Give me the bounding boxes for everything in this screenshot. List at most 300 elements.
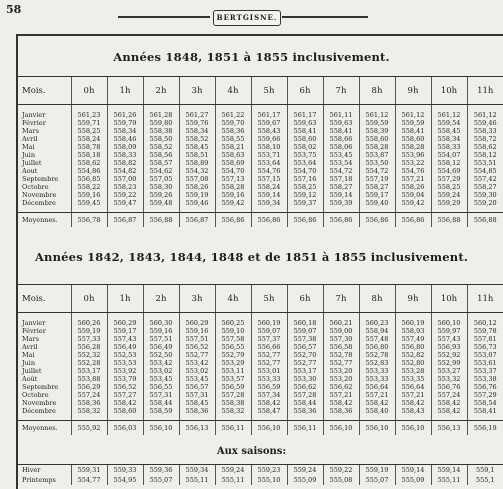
pressure-value: 553,32 [437, 374, 461, 383]
pressure-value: 553,57 [221, 374, 245, 383]
pressure-value: 559,14 [257, 190, 281, 199]
pressure-value: 558,41 [329, 126, 353, 135]
pressure-value: 559,42 [401, 198, 425, 207]
pressure-value: 558,10 [257, 142, 281, 151]
pressure-value: 552,77 [185, 350, 209, 359]
hour-header: 3h [179, 285, 215, 313]
pressure-value: 558,89 [185, 158, 209, 167]
pressure-value: 557,49 [401, 334, 425, 343]
data-column [215, 105, 251, 213]
pressure-value: 558,42 [401, 398, 425, 407]
header-ornament-right [282, 16, 368, 18]
pressure-value: 558,94 [365, 326, 389, 335]
pressure-value: 558,32 [77, 406, 101, 415]
pressure-value: 556,57 [293, 342, 317, 351]
season-value: 559,24 [287, 465, 323, 475]
data-column [143, 105, 179, 213]
hour-header: 11h [467, 77, 503, 105]
pressure-value: 558,09 [113, 142, 137, 151]
pressure-value: 554,85 [473, 166, 497, 175]
pressure-value: 559,16 [221, 190, 245, 199]
pressure-value: 552,77 [293, 358, 317, 367]
pressure-value: 553,45 [185, 374, 209, 383]
pressure-value: 557,29 [437, 174, 461, 183]
pressure-value: 559,24 [437, 190, 461, 199]
pressure-value: 556,80 [365, 342, 389, 351]
pressure-value: 558,43 [401, 406, 425, 415]
pressure-value: 556,62 [293, 382, 317, 391]
pressure-value: 553,42 [185, 358, 209, 367]
pressure-value: 553,01 [257, 366, 281, 375]
pressure-value: 552,77 [257, 350, 281, 359]
pressure-value: 558,40 [365, 406, 389, 415]
data-column [323, 105, 359, 213]
pressure-value: 553,33 [257, 374, 281, 383]
data-column [287, 105, 323, 213]
season-value: 555,11 [215, 475, 251, 485]
pressure-value: 559,63 [293, 118, 317, 127]
season-value: 559,34 [179, 465, 215, 475]
pressure-value: 556,93 [437, 342, 461, 351]
pressure-value: 553,35 [401, 374, 425, 383]
month-label: Mars [22, 126, 39, 135]
month-column-header: Mois. [18, 285, 71, 313]
pressure-value: 554,62 [149, 166, 173, 175]
pressure-value: 559,45 [77, 198, 101, 207]
season-value: 559,14 [395, 465, 431, 475]
pressure-value: 559,07 [257, 326, 281, 335]
pressure-value: 560,30 [149, 318, 173, 327]
hour-header: 1h [107, 285, 143, 313]
data-column [179, 313, 215, 421]
pressure-value: 554,72 [329, 166, 353, 175]
pressure-value: 558,47 [257, 406, 281, 415]
pressure-value: 561,11 [329, 110, 353, 119]
data-column [395, 313, 431, 421]
pressure-value: 557,28 [221, 390, 245, 399]
pressure-value: 556,85 [77, 174, 101, 183]
pressure-value: 558,33 [113, 150, 137, 159]
pressure-value: 559,12 [293, 190, 317, 199]
pressure-value: 560,29 [113, 318, 137, 327]
pressure-value: 559,16 [149, 326, 173, 335]
pressure-value: 558,42 [437, 398, 461, 407]
hour-header: 2h [143, 77, 179, 105]
data-column [431, 105, 467, 213]
running-header [118, 10, 368, 24]
pressure-value: 559,40 [365, 198, 389, 207]
pressure-value: 553,17 [293, 366, 317, 375]
pressure-value: 559,66 [257, 134, 281, 143]
pressure-value: 558,21 [221, 142, 245, 151]
pressure-value: 557,51 [185, 334, 209, 343]
average-value: 556,88 [143, 213, 179, 227]
pressure-value: 553,88 [77, 374, 101, 383]
pressure-value: 558,60 [293, 134, 317, 143]
pressure-value: 556,62 [329, 382, 353, 391]
pressure-value: 559,97 [437, 326, 461, 335]
pressure-value: 558,02 [293, 142, 317, 151]
pressure-value: 558,60 [401, 134, 425, 143]
hour-header: 8h [359, 77, 395, 105]
season-value: 559,36 [143, 465, 179, 475]
pressure-value: 559,29 [437, 198, 461, 207]
pressure-value: 557,31 [149, 390, 173, 399]
pressure-value: 558,63 [221, 150, 245, 159]
pressure-value: 553,33 [365, 366, 389, 375]
pressure-value: 557,08 [185, 174, 209, 183]
pressure-value: 558,51 [185, 150, 209, 159]
pressure-value: 559,30 [473, 190, 497, 199]
averages-label: Moyennes. [18, 213, 71, 227]
average-value: 556,13 [179, 421, 215, 435]
month-label: Octobre [22, 390, 49, 399]
average-value: 556,87 [179, 213, 215, 227]
pressure-value: 558,34 [113, 126, 137, 135]
season-value: 559,31 [71, 465, 107, 475]
pressure-value: 558,36 [329, 406, 353, 415]
pressure-value: 560,10 [437, 318, 461, 327]
pressure-value: 557,13 [221, 174, 245, 183]
pressure-value: 558,45 [437, 126, 461, 135]
pressure-value: 561,12 [437, 110, 461, 119]
data-column [143, 313, 179, 421]
pressure-value: 557,05 [149, 174, 173, 183]
data-column [107, 105, 143, 213]
pressure-value: 558,24 [77, 134, 101, 143]
pressure-value: 552,53 [113, 350, 137, 359]
pressure-value: 553,45 [149, 374, 173, 383]
season-label: Hiver [18, 465, 71, 475]
season-value: 559,19 [359, 465, 395, 475]
pressure-value: 558,43 [257, 126, 281, 135]
section2-header-row [18, 285, 503, 313]
pressure-value: 556,64 [365, 382, 389, 391]
pressure-value: 554,82 [113, 166, 137, 175]
hour-header: 10h [431, 285, 467, 313]
pressure-value: 558,32 [221, 406, 245, 415]
pressure-value: 558,59 [149, 406, 173, 415]
data-column [251, 313, 287, 421]
pressure-value: 553,71 [257, 150, 281, 159]
data-column [179, 105, 215, 213]
hour-header: 0h [71, 77, 107, 105]
average-value: 556,87 [107, 213, 143, 227]
pressure-value: 554,70 [221, 166, 245, 175]
pressure-value: 559,17 [365, 190, 389, 199]
pressure-value: 553,50 [365, 158, 389, 167]
pressure-value: 558,30 [149, 182, 173, 191]
pressure-value: 554,72 [365, 166, 389, 175]
pressure-value: 553,28 [401, 366, 425, 375]
pressure-value: 559,17 [113, 326, 137, 335]
section1-header-row [18, 77, 503, 105]
pressure-value: 557,19 [365, 174, 389, 183]
pressure-value: 558,36 [293, 406, 317, 415]
average-value: 556,86 [323, 213, 359, 227]
pressure-value: 559,46 [473, 118, 497, 127]
pressure-value: 552,50 [149, 350, 173, 359]
pressure-value: 553,29 [221, 358, 245, 367]
season-value: 554,95 [107, 475, 143, 485]
season-value: 559,1 [467, 465, 503, 475]
pressure-value: 560,26 [77, 318, 101, 327]
pressure-value: 557,43 [113, 334, 137, 343]
data-column [71, 105, 107, 213]
pressure-value: 558,62 [77, 158, 101, 167]
pressure-value: 559,16 [185, 326, 209, 335]
average-value: 556,86 [395, 213, 431, 227]
season-value: 554,77 [71, 475, 107, 485]
pressure-value: 556,55 [149, 382, 173, 391]
month-label: Février [22, 118, 46, 127]
pressure-value: 554,07 [437, 150, 461, 159]
pressure-value: 553,92 [113, 366, 137, 375]
pressure-value: 558,23 [113, 182, 137, 191]
pressure-value: 557,18 [329, 174, 353, 183]
pressure-value: 561,26 [113, 110, 137, 119]
average-value: 555,92 [71, 421, 107, 435]
pressure-value: 553,22 [401, 158, 425, 167]
pressure-value: 558,22 [77, 182, 101, 191]
data-column [323, 313, 359, 421]
pressure-value: 559,79 [113, 118, 137, 127]
season-value: 555,09 [287, 475, 323, 485]
hour-header: 3h [179, 77, 215, 105]
pressure-value: 561,22 [221, 110, 245, 119]
pressure-value: 553,61 [473, 358, 497, 367]
pressure-value: 558,45 [185, 398, 209, 407]
pressure-value: 554,76 [401, 166, 425, 175]
pressure-value: 559,07 [293, 326, 317, 335]
hour-header: 9h [395, 77, 431, 105]
pressure-value: 552,78 [329, 350, 353, 359]
pressure-value: 557,58 [221, 334, 245, 343]
average-value: 556,86 [251, 213, 287, 227]
pressure-value: 557,34 [257, 390, 281, 399]
pressure-value: 556,52 [185, 342, 209, 351]
month-label: Septembre [22, 382, 59, 391]
average-value: 556,86 [215, 213, 251, 227]
pressure-value: 559,00 [329, 326, 353, 335]
pressure-value: 559,39 [329, 198, 353, 207]
pressure-value: 556,29 [77, 382, 101, 391]
pressure-value: 559,16 [77, 190, 101, 199]
average-value: 556,86 [359, 213, 395, 227]
data-column [467, 313, 503, 421]
pressure-value: 554,70 [293, 166, 317, 175]
average-value: 556,10 [323, 421, 359, 435]
average-value: 556,13 [431, 421, 467, 435]
season-value: 555,1 [467, 475, 503, 485]
season-value: 555,11 [431, 475, 467, 485]
pressure-value: 560,21 [329, 318, 353, 327]
pressure-value: 558,36 [221, 126, 245, 135]
pressure-value: 559,04 [401, 190, 425, 199]
pressure-value: 558,50 [149, 134, 173, 143]
pressure-value: 553,07 [473, 350, 497, 359]
pressure-value: 557,21 [401, 390, 425, 399]
pressure-value: 553,20 [329, 374, 353, 383]
season-label: Printemps [22, 475, 56, 484]
pressure-value: 553,75 [293, 150, 317, 159]
pressure-value: 556,57 [185, 382, 209, 391]
pressure-value: 558,18 [77, 150, 101, 159]
pressure-value: 556,73 [473, 342, 497, 351]
month-label: Août [22, 374, 38, 383]
month-list [18, 105, 71, 213]
pressure-value: 559,76 [185, 118, 209, 127]
pressure-value: 558,46 [113, 134, 137, 143]
pressure-value: 558,42 [365, 398, 389, 407]
pressure-value: 558,42 [257, 398, 281, 407]
pressure-value: 552,82 [401, 350, 425, 359]
pressure-value: 556,76 [437, 382, 461, 391]
pressure-value: 554,86 [77, 166, 101, 175]
hour-header: 4h [215, 285, 251, 313]
hour-header: 7h [323, 285, 359, 313]
pressure-value: 553,02 [149, 366, 173, 375]
month-label: Décembre [22, 198, 56, 207]
pressure-value: 553,33 [365, 374, 389, 383]
seasons-title: Aux saisons: [216, 446, 287, 457]
pressure-value: 558,52 [149, 142, 173, 151]
average-value: 556,88 [431, 213, 467, 227]
pressure-value: 556,49 [113, 342, 137, 351]
month-label: Novembre [22, 190, 57, 199]
pressure-value: 552,77 [329, 358, 353, 367]
hour-header: 8h [359, 285, 395, 313]
season-value: 559,24 [215, 465, 251, 475]
hour-header: 2h [143, 285, 179, 313]
pressure-value: 553,87 [365, 150, 389, 159]
pressure-value: 558,44 [293, 398, 317, 407]
pressure-value: 553,51 [473, 158, 497, 167]
pressure-value: 553,79 [113, 374, 137, 383]
pressure-value: 560,18 [293, 318, 317, 327]
pressure-value: 557,27 [113, 390, 137, 399]
pressure-value: 558,56 [149, 150, 173, 159]
pressure-value: 557,29 [473, 390, 497, 399]
season-value: 559,22 [323, 465, 359, 475]
pressure-value: 558,55 [221, 134, 245, 143]
page-number: 58 [6, 3, 22, 16]
pressure-value: 558,60 [113, 406, 137, 415]
pressure-value: 553,54 [329, 158, 353, 167]
pressure-value: 558,39 [365, 126, 389, 135]
month-label: Avril [22, 342, 38, 351]
average-value: 556,10 [359, 421, 395, 435]
data-column [359, 105, 395, 213]
month-label: Janvier [22, 110, 46, 119]
month-label: Septembre [22, 174, 59, 183]
average-value: 556,10 [395, 421, 431, 435]
hour-header: 1h [107, 77, 143, 105]
pressure-value: 557,51 [149, 334, 173, 343]
pressure-value: 552,77 [257, 358, 281, 367]
top-border-rule [16, 34, 503, 36]
pressure-value: 557,24 [77, 390, 101, 399]
pressure-value: 558,42 [329, 398, 353, 407]
pressure-value: 561,27 [185, 110, 209, 119]
month-label: Janvier [22, 318, 46, 327]
pressure-value: 553,64 [293, 158, 317, 167]
pressure-value: 558,44 [149, 398, 173, 407]
hour-header: 6h [287, 285, 323, 313]
average-value: 556,88 [467, 213, 503, 227]
data-column [287, 313, 323, 421]
pressure-value: 558,25 [437, 182, 461, 191]
pressure-value: 558,06 [329, 142, 353, 151]
pressure-value: 559,78 [473, 326, 497, 335]
month-label: Juillet [22, 158, 42, 167]
pressure-value: 558,12 [473, 150, 497, 159]
data-column [395, 105, 431, 213]
section1-averages-row [18, 213, 503, 227]
pressure-value: 558,60 [365, 134, 389, 143]
average-value: 556,11 [215, 421, 251, 435]
average-value: 556,03 [107, 421, 143, 435]
pressure-value: 558,82 [113, 158, 137, 167]
pressure-value: 553,38 [473, 374, 497, 383]
pressure-value: 559,14 [329, 190, 353, 199]
season-value: 559,14 [431, 465, 467, 475]
pressure-value: 561,28 [149, 110, 173, 119]
pressure-value: 556,52 [113, 382, 137, 391]
pressure-value: 557,81 [473, 334, 497, 343]
pressure-value: 559,67 [257, 118, 281, 127]
season-value: 555,07 [143, 475, 179, 485]
pressure-value: 558,41 [401, 126, 425, 135]
pressure-value: 556,59 [257, 382, 281, 391]
pressure-value: 558,41 [293, 126, 317, 135]
pressure-value: 558,25 [77, 126, 101, 135]
hour-header: 5h [251, 285, 287, 313]
pressure-value: 557,21 [329, 390, 353, 399]
pressure-value: 558,36 [77, 398, 101, 407]
pressure-value: 557,21 [401, 174, 425, 183]
pressure-value: 557,43 [437, 334, 461, 343]
pressure-value: 553,53 [113, 358, 137, 367]
seasons-table [18, 464, 503, 485]
pressure-value: 561,17 [257, 110, 281, 119]
data-column [467, 105, 503, 213]
season-value: 555,07 [359, 475, 395, 485]
month-label: Juillet [22, 366, 42, 375]
pressure-value: 556,66 [257, 342, 281, 351]
pressure-value: 558,36 [185, 406, 209, 415]
pressure-value: 558,42 [113, 398, 137, 407]
pressure-value: 556,80 [401, 342, 425, 351]
pressure-value: 559,42 [221, 198, 245, 207]
season-row [18, 465, 503, 475]
pressure-value: 552,99 [437, 358, 461, 367]
pressure-value: 553,27 [437, 366, 461, 375]
pressure-value: 559,71 [77, 118, 101, 127]
pressure-value: 557,16 [293, 174, 317, 183]
pressure-value: 557,48 [365, 334, 389, 343]
pressure-value: 558,28 [221, 182, 245, 191]
month-label: Aout [22, 166, 38, 175]
pressure-value: 558,27 [473, 182, 497, 191]
pressure-value: 558,72 [473, 134, 497, 143]
pressure-value: 557,00 [113, 174, 137, 183]
pressure-value: 553,17 [77, 366, 101, 375]
pressure-value: 559,46 [185, 198, 209, 207]
pressure-value: 553,96 [401, 150, 425, 159]
pressure-value: 559,37 [293, 198, 317, 207]
season-value: 555,09 [395, 475, 431, 485]
